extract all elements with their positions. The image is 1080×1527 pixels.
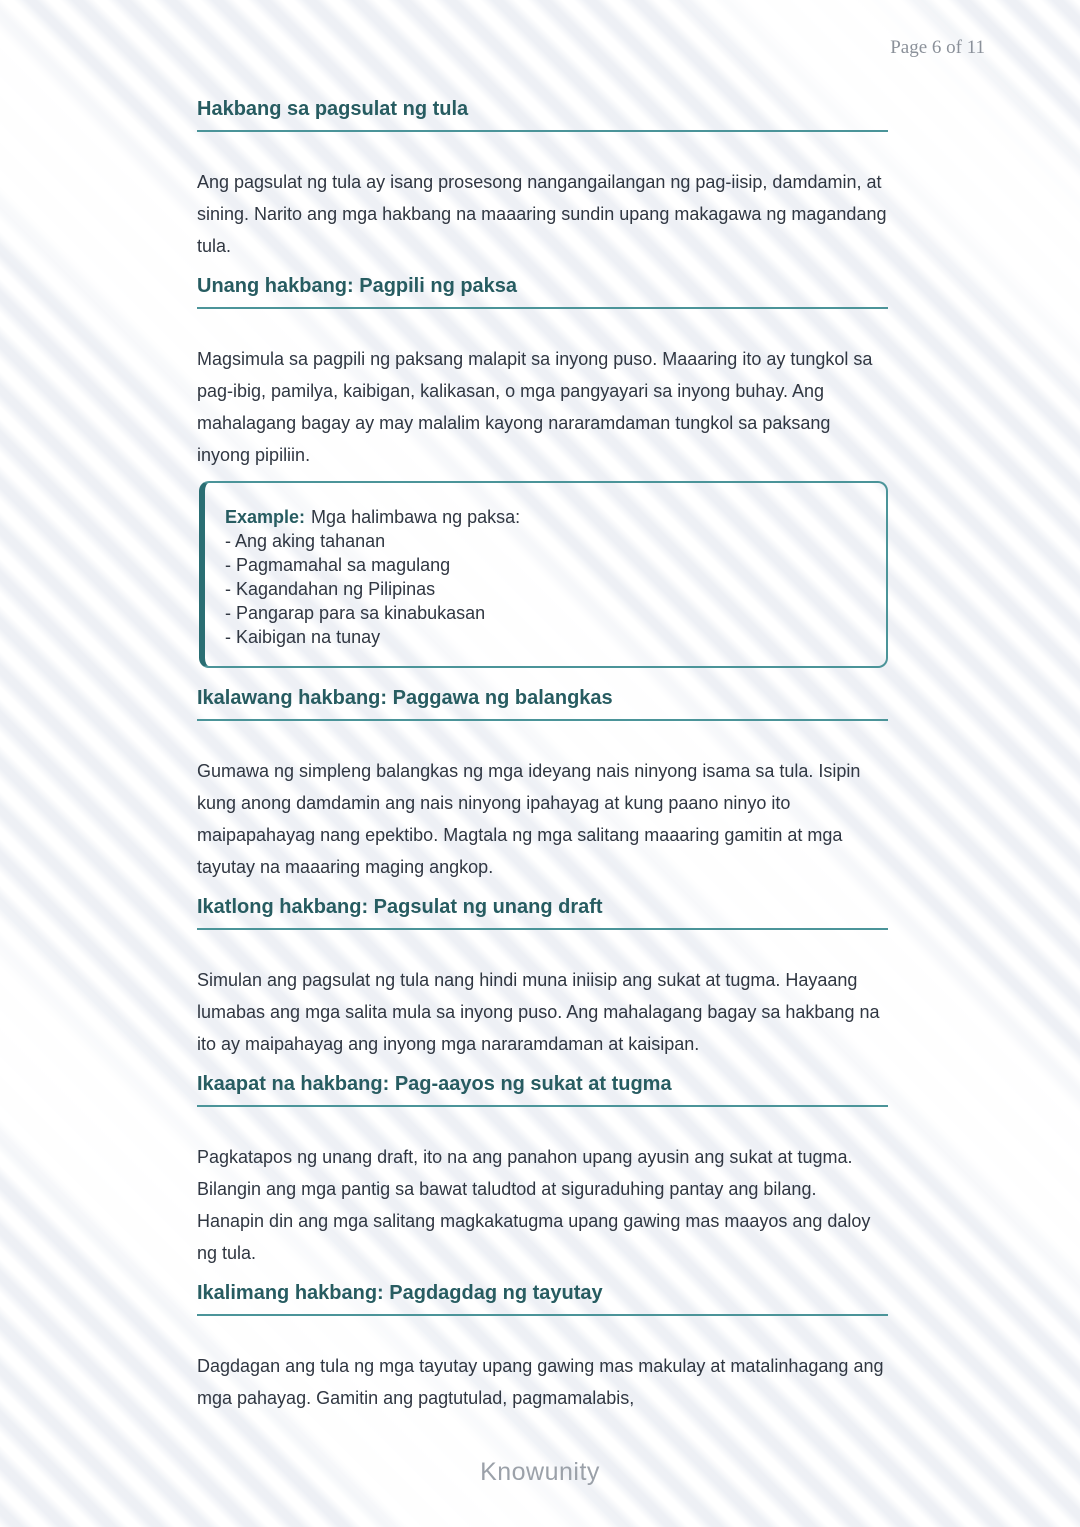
example-intro: Mga halimbawa ng paksa: xyxy=(311,507,521,527)
section-paragraph: Dagdagan ang tula ng mga tayutay upang gawing mas makulay at matalinhagang ang mga pahayag. Gamitin ang pagtutulad, pagmamalabis, xyxy=(197,1356,884,1408)
section-paragraph: Simulan ang pagsulat ng tula nang hindi muna iniisip ang sukat at tugma. Hayaang lumabas ang mga salita mula sa inyong puso. Ang mahalagang bagay sa hakbang na ito ay maipahayag ang inyong mga nararamdaman at kaisipan. xyxy=(197,970,880,1054)
section-ikaapat-na-hakbang xyxy=(197,1073,888,1269)
section-heading: Ikatlong hakbang: Pagsulat ng unang draft xyxy=(197,896,888,930)
section-heading: Unang hakbang: Pagpili ng paksa xyxy=(197,275,888,309)
section-heading: Ikaapat na hakbang: Pag-aayos ng sukat at tugma xyxy=(197,1073,888,1107)
section-paragraph: Magsimula sa pagpili ng paksang malapit sa inyong puso. Maaaring ito ay tungkol sa pag-ibig, pamilya, kaibigan, kalikasan, o mga pangyayari sa inyong buhay. Ang mahalagang bagay ay may malalim kayong nararamdaman tungkol sa paksang inyong pipiliin. xyxy=(197,349,873,465)
example-list-item: - Pagmamahal sa magulang xyxy=(225,555,451,575)
section-paragraph: Ang pagsulat ng tula ay isang prosesong nangangailangan ng pag-iisip, damdamin, at sining. Narito ang mga hakbang na maaaring sundin upang makagawa ng magandang tula. xyxy=(197,172,887,256)
section-heading: Hakbang sa pagsulat ng tula xyxy=(197,98,888,132)
example-list-item: - Kagandahan ng Pilipinas xyxy=(225,579,436,599)
example-heading xyxy=(225,505,866,529)
footer-brand: Knowunity xyxy=(480,1458,600,1486)
example-list-item: - Kaibigan na tunay xyxy=(225,627,381,647)
example-label: Example: xyxy=(225,507,306,527)
document-content xyxy=(197,98,888,1414)
section-heading: Ikalimang hakbang: Pagdagdag ng tayutay xyxy=(197,1282,888,1316)
section-paragraph: Pagkatapos ng unang draft, ito na ang panahon upang ayusin ang sukat at tugma. Bilangin ang mga pantig sa bawat taludtod at siguraduhing pantay ang bilang. Hanapin din ang mga salitang magkakatugma upang gawing mas maayos ang daloy ng tula. xyxy=(197,1147,871,1263)
section-paragraph: Gumawa ng simpleng balangkas ng mga ideyang nais ninyong isama sa tula. Isipin kung anong damdamin ang nais ninyong ipahayag at kung paano ninyo ito maipapahayag nang epektibo. Magtala ng mga salitang maaaring gamitin at mga tayutay na maaaring maging angkop. xyxy=(197,761,861,877)
section-hakbang-sa-pagsulat xyxy=(197,98,888,262)
page-indicator: Page 6 of 11 xyxy=(890,37,985,58)
section-ikatlong-hakbang xyxy=(197,896,888,1060)
example-list-item: - Ang aking tahanan xyxy=(225,531,386,551)
example-box xyxy=(199,481,888,668)
section-ikalawang-hakbang xyxy=(197,687,888,883)
section-unang-hakbang xyxy=(197,275,888,668)
example-list-item: - Pangarap para sa kinabukasan xyxy=(225,603,486,623)
section-heading: Ikalawang hakbang: Paggawa ng balangkas xyxy=(197,687,888,721)
section-ikalimang-hakbang xyxy=(197,1282,888,1414)
